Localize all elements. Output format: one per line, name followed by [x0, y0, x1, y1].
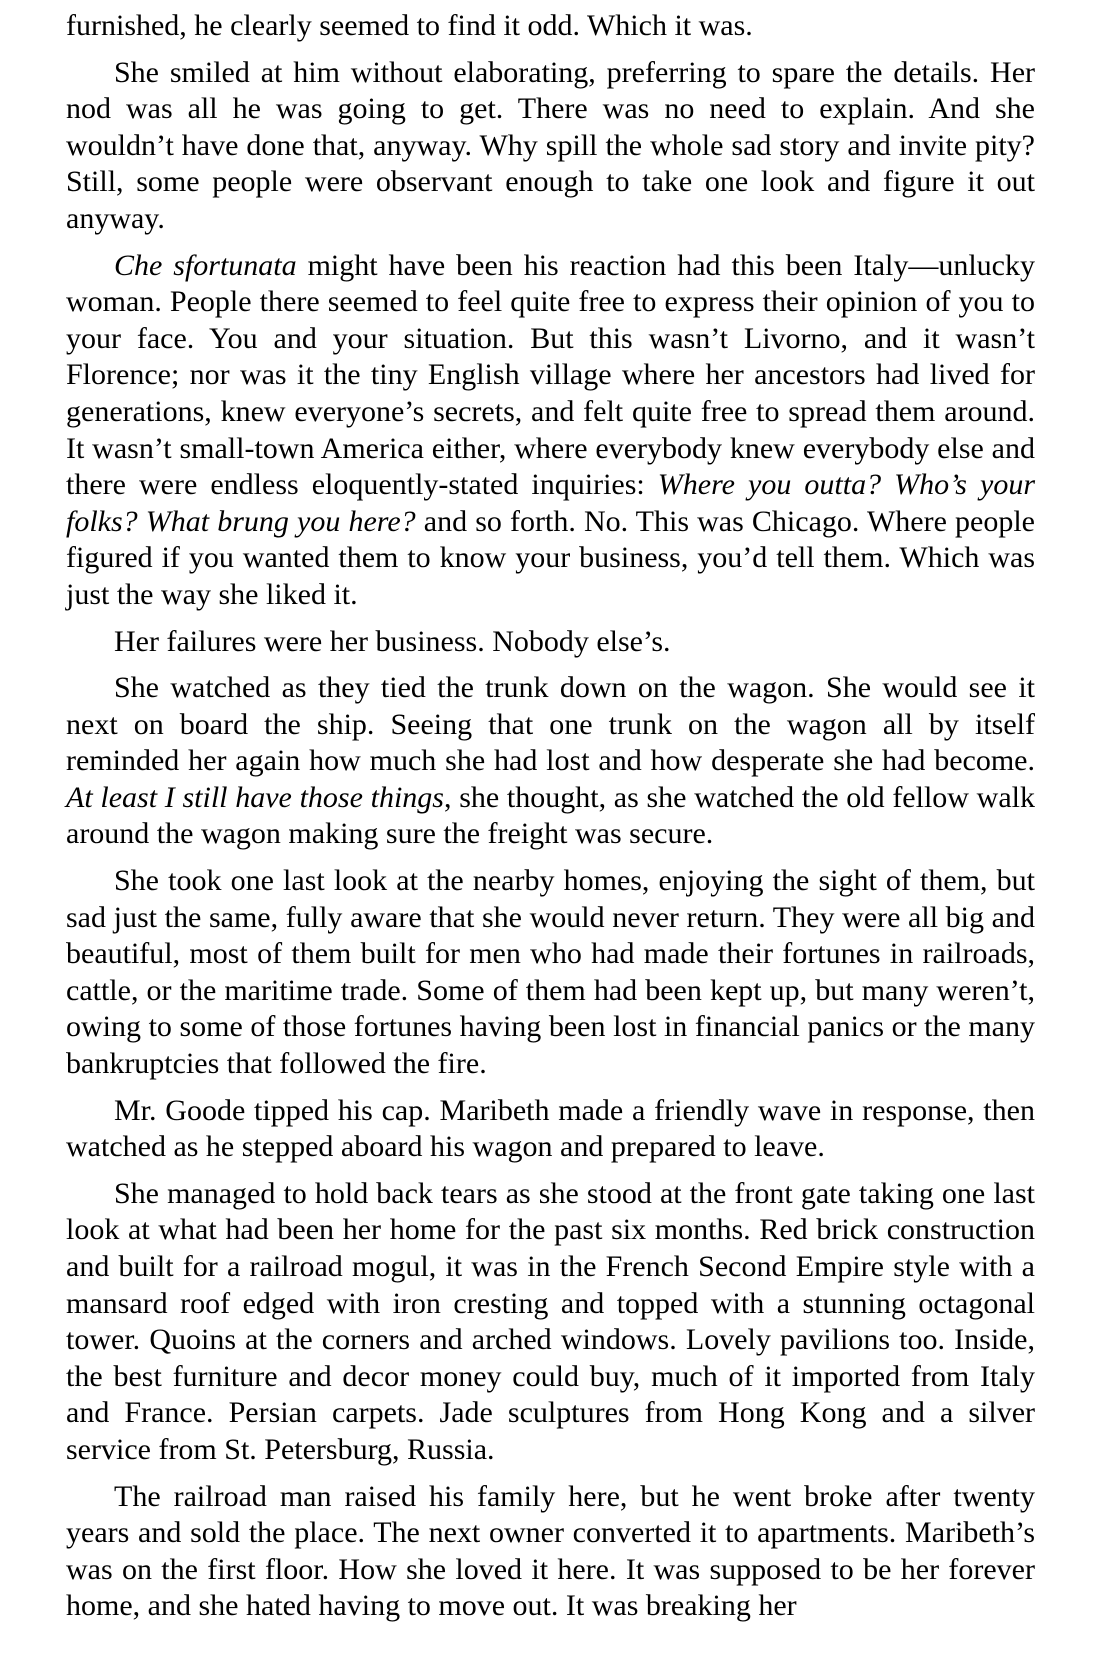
page-text: [66, 8, 1035, 1635]
paragraph: She watched as they tied the trunk down on the wagon. She would see it next on board the ship. Seeing that one trunk on the wagon all by itself reminded her again how much she had lost and how desperate she had become. At least I still have those things, she thought, as she watched the old fellow walk around the wagon making sure the freight was secure.: [66, 671, 1035, 851]
paragraph: She took one last look at the nearby homes, enjoying the sight of them, but sad just the same, fully aware that she would never return. They were all big and beautiful, most of them built for men who had made their fortunes in railroads, cattle, or the maritime trade. Some of them had been kept up, but many weren’t, owing to some of those fortunes having been lost in financial panics or the many bankruptcies that followed the fire.: [66, 864, 1035, 1081]
paragraph: She smiled at him without elaborating, preferring to spare the details. Her nod was all he was going to get. There was no need to explain. And she wouldn’t have done that, anyway. Why spill the whole sad story and invite pity? Still, some people were observant enough to take one look and figure it out anyway.: [66, 55, 1035, 235]
italic-text: Che sfortunata: [114, 248, 297, 282]
paragraph: Her failures were her business. Nobody else’s.: [114, 624, 671, 658]
paragraph: furnished, he clearly seemed to find it odd. Which it was.: [66, 9, 753, 42]
paragraph: She managed to hold back tears as she stood at the front gate taking one last look at what had been her home for the past six months. Red brick construction and built for a railroad mogul, it was in the French Second Empire style with a mansard roof edged with iron cresting and topped with a stunning octagonal tower. Quoins at the corners and arched windows. Lovely pavilions too. Inside, the best furniture and decor money could buy, much of it imported from Italy and France. Persian carpets. Jade sculptures from Hong Kong and a silver service from St. Petersburg, Russia.: [66, 1176, 1035, 1466]
italic-text: Where you outta? Who’s your folks? What brung you here?: [66, 468, 1035, 538]
paragraph: The railroad man raised his family here, but he went broke after twenty years and sold the place. The next owner converted it to apartments. Maribeth’s was on the first floor. How she loved it here. It was supposed to be her forever home, and she hated having to move out. It was breaking her: [66, 1479, 1035, 1623]
italic-text: At least I still have those things: [66, 780, 444, 814]
paragraph: Mr. Goode tipped his cap. Maribeth made a friendly wave in response, then watched as he stepped aboard his wagon and prepared to leave.: [66, 1093, 1035, 1164]
paragraph: Che sfortunata might have been his reaction had this been Italy—unlucky woman. People there seemed to feel quite free to express their opinion of you to your face. You and your situation. But this wasn’t Livorno, and it wasn’t Florence; nor was it the tiny English village where her ancestors had lived for generations, knew everyone’s secrets, and felt quite free to spread them around. It wasn’t small-town America either, where everybody knew everybody else and there were endless eloquently-stated inquiries: Where you outta? Who’s your folks? What brung you here? and so forth. No. This was Chicago. Where people figured if you wanted them to know your business, you’d tell them. Which was just the way she liked it.: [66, 248, 1035, 611]
